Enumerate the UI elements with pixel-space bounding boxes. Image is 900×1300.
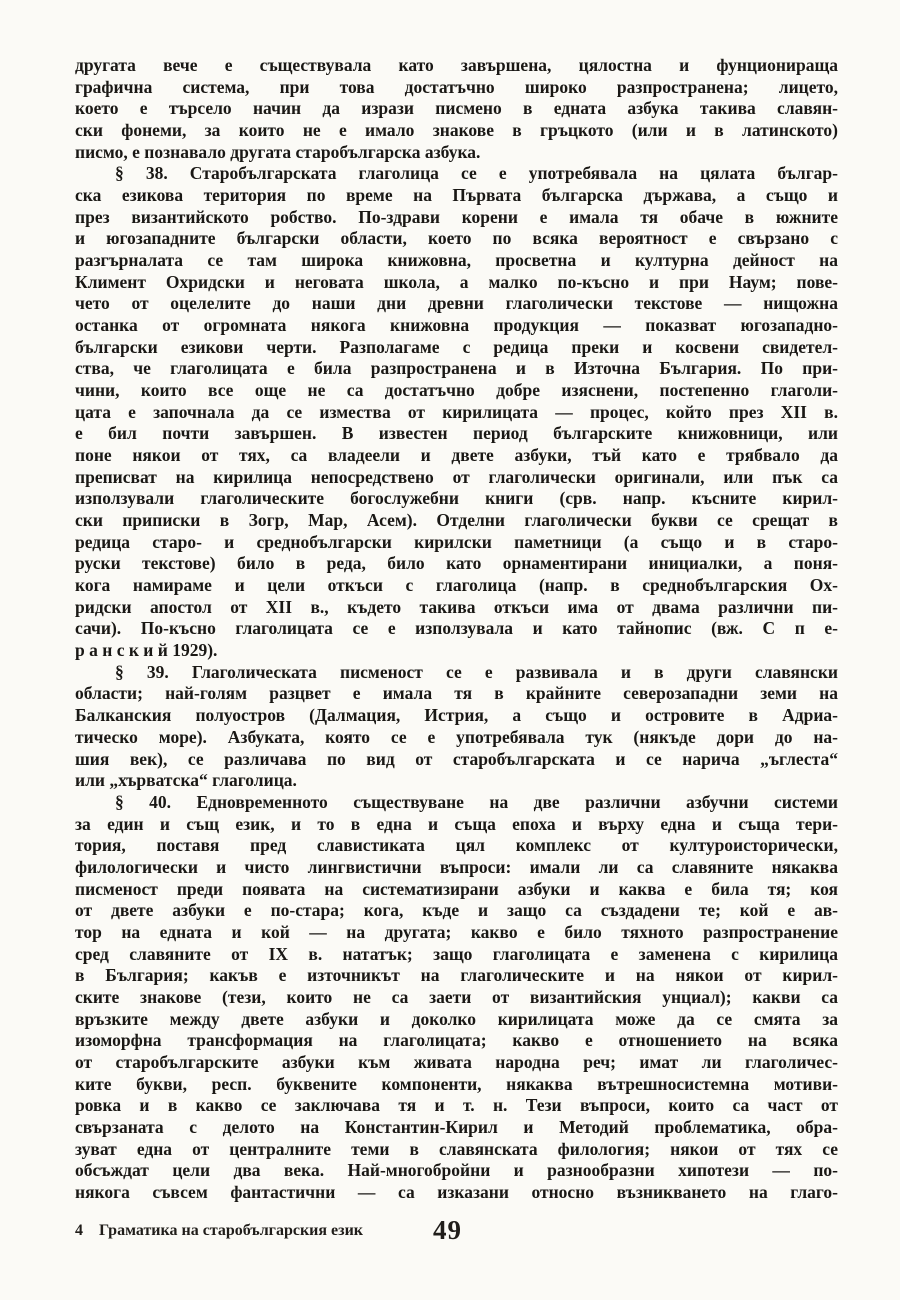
- text-line: свързаната с делото на Константин-Кирил и Методий проблематика, обра-: [75, 1116, 838, 1137]
- text-line: § 38. Старобългарската глаголица се е употребявала на цялата българ-: [115, 163, 838, 184]
- text-line: цата е започнала да се измества от кирилицата — процес, който през XII в.: [75, 401, 838, 422]
- paragraph-section-39: [75, 662, 838, 792]
- text-line: останка от огромната някога книжовна продукция — показват югозападно-: [75, 315, 838, 336]
- text-line: Климент Охридски и неговата школа, а малко по-късно и при Наум; пове-: [75, 271, 838, 292]
- page-footer: [75, 1215, 838, 1245]
- text-line: ства, че глаголицата е била разпространена и в Източна България. По при-: [75, 358, 838, 379]
- footer-book-title: Граматика на старобългарския език: [99, 1222, 364, 1239]
- paragraph-continuation: [75, 55, 838, 163]
- text-line: връзките между двете азбуки и доколко кирилицата може да се смята за: [75, 1008, 838, 1029]
- page-text: [75, 55, 838, 1204]
- text-line: другата вече е съществувала като завършена, цялостна и фунционираща: [75, 55, 838, 75]
- text-line: през византийското робство. По-здрави корени е имала тя обаче в южните: [75, 206, 838, 227]
- text-line: от двете азбуки е по-стара; кога, къде и защо са създадени те; кой е ав-: [75, 900, 838, 921]
- text-line: чето от оцелелите до наши дни древни глаголически текстове — нищожна: [75, 293, 838, 314]
- text-line: поне някои от тях, са владеели и двете азбуки, тъй като е трябвало да: [75, 445, 838, 466]
- text-line: зуват една от централните теми в славянската филология; някои от тях се: [75, 1138, 838, 1159]
- text-line: редица старо- и среднобългарски кирилски паметници (а също и в старо-: [75, 531, 838, 552]
- text-line: или „хърватска“ глаголица.: [75, 770, 297, 791]
- text-line: чини, които все още не са достатъчно добре изяснени, постепенно глаголи-: [75, 380, 838, 401]
- text-line: е бил почти завършен. В известен период българските книжовници, или: [75, 423, 838, 444]
- text-line: и югозападните български области, което по всяка вероятност е свързано с: [75, 228, 838, 249]
- text-line: преписват на кирилица непосредствено от глаголически оригинали, или пък са: [75, 466, 838, 487]
- text-line: сред славяните от IX в. нататък; защо глаголицата е заменена с кирилица: [75, 943, 838, 964]
- text-line: български езикови черти. Разполагаме с редица преки и косвени свидетел-: [75, 336, 838, 357]
- page-number: 49: [433, 1215, 462, 1245]
- text-line: сачи). По-късно глаголицата се е използувала и като тайнопис (вж. С п е-: [75, 618, 838, 639]
- text-line: Балканския полуостров (Далмация, Истрия, а също и островите в Адриа-: [75, 705, 838, 726]
- text-line: тория, поставя пред славистиката цял комплекс от културоисторически,: [75, 835, 838, 856]
- paragraph-section-38: [75, 163, 838, 661]
- text-line: ските знакове (тези, които не са заети от византийския унциал); какви са: [75, 986, 838, 1007]
- text-line: тическо море). Азбуката, която се е употребявала тук (някъде дори до на-: [75, 726, 838, 747]
- text-line: ски фонеми, за които не е имало знакове в гръцкото (или и в латинското): [75, 120, 838, 141]
- text-line: тор на едната и кой — на другата; какво е било тяхното разпространение: [75, 921, 838, 942]
- text-line: обсъждат цели два века. Най-многобройни и разнообразни хипотези — по-: [75, 1160, 838, 1181]
- text-line: което е търсело начин да изрази писмено в едната азбука такива славян-: [75, 98, 838, 119]
- text-line: използували глаголическите богослужебни книги (срв. напр. късните кирил-: [75, 488, 838, 509]
- text-line: шия век), се различава по вид от старобългарската и се нарича „ъглеста“: [75, 748, 838, 769]
- text-line: ски приписки в Зогр, Мар, Асем). Отделни глаголически букви се срещат в: [75, 510, 838, 531]
- text-line: изоморфна трансформация на глаголицата; какво е отношението на всяка: [75, 1030, 838, 1051]
- text-line: писмо, е познавало другата старобългарска азбука.: [75, 141, 481, 162]
- text-line: ридски апостол от XII в., където такива откъси има от двама различни пи-: [75, 596, 838, 617]
- text-line: кога намираме и цели откъси с глаголица (напр. в среднобългарския Ох-: [75, 575, 838, 596]
- footer-signature-number: 4: [75, 1222, 83, 1239]
- text-line: ките букви, респ. буквените компоненти, някаква вътрешносистемна мотиви-: [75, 1073, 838, 1094]
- paragraph-section-40: [75, 792, 838, 1204]
- text-line: разгърналата се там широка книжовна, просветна и културна дейност на: [75, 250, 838, 271]
- text-line: ска езикова територия по време на Първата българска държава, а също и: [75, 185, 838, 206]
- text-line: р а н с к и й 1929).: [75, 640, 218, 661]
- text-line: писменост преди появата на систематизирани азбуки и каква е била тя; коя: [75, 878, 838, 899]
- text-line: § 40. Едновременното съществуване на две различни азбучни системи: [115, 791, 838, 812]
- text-line: области; най-голям разцвет е имала тя в крайните северозападни земи на: [75, 683, 838, 704]
- text-line: ровка и в какво се заключава тя и т. н. Тези въпроси, които са част от: [75, 1095, 838, 1116]
- text-line: § 39. Глаголическата писменост се е развивала и в други славянски: [115, 661, 838, 682]
- text-line: руски текстове) било в реда, било като орнаментирани инициалки, а поня-: [75, 553, 838, 574]
- text-line: за един и същ език, и то в една и съща епоха и върху една и съща тери-: [75, 813, 838, 834]
- text-line: от старобългарските азбуки към живата народна реч; имат ли глаголичес-: [75, 1051, 838, 1072]
- text-line: филологически и чисто лингвистични въпроси: имали ли са славяните някаква: [75, 856, 838, 877]
- text-line: графична система, при това достатъчно широко разпространена; лицето,: [75, 76, 838, 97]
- text-line: някога съвсем фантастични — са изказани относно възникването на глаго-: [75, 1181, 838, 1202]
- text-line: в България; какъв е източникът на глаголическите и на някои от кирил-: [75, 965, 838, 986]
